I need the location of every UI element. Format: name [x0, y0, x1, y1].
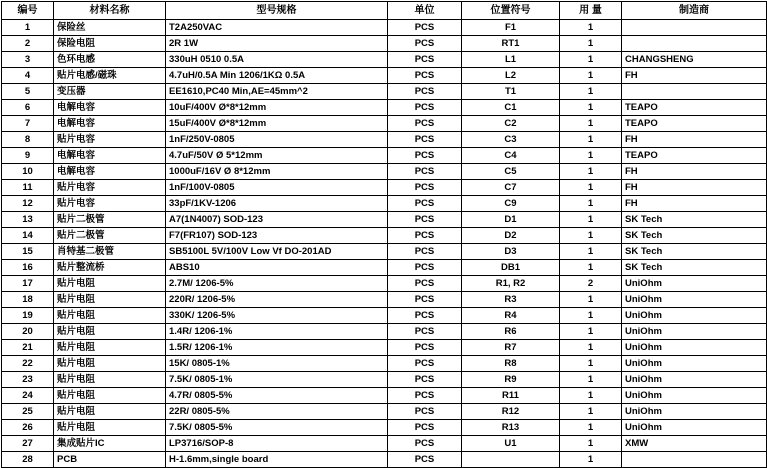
- cell-spec: 7.5K/ 0805-5%: [166, 420, 388, 436]
- cell-unit: PCS: [388, 212, 462, 228]
- cell-pos: C9: [462, 196, 560, 212]
- cell-pos: C5: [462, 164, 560, 180]
- cell-qty: 1: [560, 324, 622, 340]
- cell-qty: 1: [560, 452, 622, 468]
- cell-qty: 1: [560, 52, 622, 68]
- cell-spec: ABS10: [166, 260, 388, 276]
- cell-qty: 1: [560, 132, 622, 148]
- cell-qty: 1: [560, 292, 622, 308]
- cell-unit: PCS: [388, 132, 462, 148]
- table-row: [2, 132, 767, 148]
- cell-pos: C4: [462, 148, 560, 164]
- cell-unit: PCS: [388, 340, 462, 356]
- cell-name: 肖特基二极管: [54, 244, 166, 260]
- table-row: [2, 52, 767, 68]
- cell-name: 贴片电容: [54, 132, 166, 148]
- cell-name: 贴片电阻: [54, 372, 166, 388]
- cell-maker: SK Tech: [622, 212, 767, 228]
- cell-pos: RT1: [462, 36, 560, 52]
- cell-maker: FH: [622, 68, 767, 84]
- cell-name: 贴片电容: [54, 196, 166, 212]
- cell-spec: LP3716/SOP-8: [166, 436, 388, 452]
- cell-spec: 33pF/1KV-1206: [166, 196, 388, 212]
- cell-no: 25: [2, 404, 54, 420]
- cell-pos: U1: [462, 436, 560, 452]
- cell-spec: 1nF/250V-0805: [166, 132, 388, 148]
- cell-unit: PCS: [388, 372, 462, 388]
- cell-no: 12: [2, 196, 54, 212]
- cell-qty: 1: [560, 100, 622, 116]
- cell-name: 贴片电阻: [54, 420, 166, 436]
- cell-pos: L2: [462, 68, 560, 84]
- cell-name: 贴片电阻: [54, 388, 166, 404]
- cell-no: 13: [2, 212, 54, 228]
- cell-name: 集成贴片IC: [54, 436, 166, 452]
- cell-spec: 1.4R/ 1206-1%: [166, 324, 388, 340]
- cell-name: 贴片电阻: [54, 356, 166, 372]
- table-row: [2, 20, 767, 36]
- cell-unit: PCS: [388, 148, 462, 164]
- cell-maker: [622, 452, 767, 468]
- cell-no: 16: [2, 260, 54, 276]
- cell-no: 10: [2, 164, 54, 180]
- cell-pos: D2: [462, 228, 560, 244]
- table-row: [2, 356, 767, 372]
- table-row: [2, 36, 767, 52]
- table-row: [2, 404, 767, 420]
- cell-name: 保险电阻: [54, 36, 166, 52]
- cell-no: 2: [2, 36, 54, 52]
- cell-name: 保险丝: [54, 20, 166, 36]
- column-header-no: 编号: [2, 2, 54, 20]
- column-header-maker: 制造商: [622, 2, 767, 20]
- table-row: [2, 340, 767, 356]
- cell-no: 23: [2, 372, 54, 388]
- table-row: [2, 420, 767, 436]
- cell-unit: PCS: [388, 84, 462, 100]
- cell-maker: UniOhm: [622, 372, 767, 388]
- cell-name: 电解电容: [54, 116, 166, 132]
- cell-pos: R9: [462, 372, 560, 388]
- column-header-pos: 位置符号: [462, 2, 560, 20]
- cell-no: 7: [2, 116, 54, 132]
- cell-pos: R3: [462, 292, 560, 308]
- table-row: [2, 388, 767, 404]
- cell-unit: PCS: [388, 388, 462, 404]
- cell-qty: 1: [560, 36, 622, 52]
- cell-qty: 1: [560, 20, 622, 36]
- cell-unit: PCS: [388, 356, 462, 372]
- cell-name: 贴片电阻: [54, 324, 166, 340]
- cell-spec: 1nF/100V-0805: [166, 180, 388, 196]
- cell-qty: 1: [560, 180, 622, 196]
- column-header-name: 材料名称: [54, 2, 166, 20]
- cell-maker: UniOhm: [622, 340, 767, 356]
- cell-qty: 1: [560, 308, 622, 324]
- cell-no: 21: [2, 340, 54, 356]
- cell-qty: 1: [560, 340, 622, 356]
- table-row: [2, 452, 767, 468]
- cell-spec: T2A250VAC: [166, 20, 388, 36]
- table-row: [2, 276, 767, 292]
- cell-name: 贴片电阻: [54, 292, 166, 308]
- bom-table: [1, 1, 767, 468]
- table-row: [2, 324, 767, 340]
- cell-unit: PCS: [388, 404, 462, 420]
- cell-name: 变压器: [54, 84, 166, 100]
- cell-no: 9: [2, 148, 54, 164]
- cell-qty: 1: [560, 68, 622, 84]
- cell-qty: 1: [560, 388, 622, 404]
- cell-maker: [622, 20, 767, 36]
- table-row: [2, 68, 767, 84]
- cell-maker: UniOhm: [622, 292, 767, 308]
- cell-unit: PCS: [388, 452, 462, 468]
- cell-name: 贴片二极管: [54, 228, 166, 244]
- cell-maker: FH: [622, 180, 767, 196]
- cell-no: 26: [2, 420, 54, 436]
- cell-pos: R6: [462, 324, 560, 340]
- table-row: [2, 164, 767, 180]
- cell-no: 20: [2, 324, 54, 340]
- cell-name: 贴片电感/磁珠: [54, 68, 166, 84]
- cell-spec: 7.5K/ 0805-1%: [166, 372, 388, 388]
- cell-maker: UniOhm: [622, 404, 767, 420]
- cell-no: 5: [2, 84, 54, 100]
- cell-unit: PCS: [388, 228, 462, 244]
- cell-pos: C7: [462, 180, 560, 196]
- cell-maker: UniOhm: [622, 356, 767, 372]
- cell-no: 19: [2, 308, 54, 324]
- cell-maker: UniOhm: [622, 388, 767, 404]
- cell-qty: 1: [560, 196, 622, 212]
- cell-spec: 15uF/400V Ø*8*12mm: [166, 116, 388, 132]
- cell-pos: F1: [462, 20, 560, 36]
- cell-qty: 1: [560, 148, 622, 164]
- cell-qty: 1: [560, 356, 622, 372]
- cell-pos: R8: [462, 356, 560, 372]
- cell-unit: PCS: [388, 52, 462, 68]
- cell-pos: R11: [462, 388, 560, 404]
- cell-unit: PCS: [388, 324, 462, 340]
- cell-unit: PCS: [388, 420, 462, 436]
- cell-qty: 1: [560, 84, 622, 100]
- cell-pos: R13: [462, 420, 560, 436]
- cell-no: 24: [2, 388, 54, 404]
- cell-maker: TEAPO: [622, 100, 767, 116]
- column-header-spec: 型号规格: [166, 2, 388, 20]
- cell-spec: 2R 1W: [166, 36, 388, 52]
- cell-qty: 1: [560, 372, 622, 388]
- cell-no: 14: [2, 228, 54, 244]
- cell-maker: [622, 84, 767, 100]
- cell-spec: 15K/ 0805-1%: [166, 356, 388, 372]
- cell-pos: C2: [462, 116, 560, 132]
- cell-pos: R7: [462, 340, 560, 356]
- cell-unit: PCS: [388, 36, 462, 52]
- cell-maker: FH: [622, 196, 767, 212]
- cell-maker: UniOhm: [622, 308, 767, 324]
- cell-pos: C1: [462, 100, 560, 116]
- cell-maker: TEAPO: [622, 148, 767, 164]
- cell-maker: FH: [622, 164, 767, 180]
- cell-unit: PCS: [388, 260, 462, 276]
- cell-unit: PCS: [388, 116, 462, 132]
- cell-spec: SB5100L 5V/100V Low Vf DO-201AD: [166, 244, 388, 260]
- cell-qty: 1: [560, 164, 622, 180]
- cell-spec: A7(1N4007) SOD-123: [166, 212, 388, 228]
- cell-no: 28: [2, 452, 54, 468]
- cell-name: 贴片电阻: [54, 276, 166, 292]
- cell-name: 贴片二极管: [54, 212, 166, 228]
- table-row: [2, 84, 767, 100]
- cell-qty: 1: [560, 436, 622, 452]
- cell-name: 贴片电阻: [54, 404, 166, 420]
- cell-spec: 330K/ 1206-5%: [166, 308, 388, 324]
- table-row: [2, 212, 767, 228]
- table-row: [2, 148, 767, 164]
- cell-pos: R4: [462, 308, 560, 324]
- table-header: [2, 2, 767, 20]
- cell-pos: DB1: [462, 260, 560, 276]
- cell-pos: R12: [462, 404, 560, 420]
- cell-unit: PCS: [388, 20, 462, 36]
- cell-maker: CHANGSHENG: [622, 52, 767, 68]
- cell-pos: T1: [462, 84, 560, 100]
- cell-unit: PCS: [388, 180, 462, 196]
- cell-qty: 1: [560, 116, 622, 132]
- cell-unit: PCS: [388, 68, 462, 84]
- cell-qty: 1: [560, 244, 622, 260]
- cell-no: 6: [2, 100, 54, 116]
- cell-spec: 4.7uH/0.5A Min 1206/1KΩ 0.5A: [166, 68, 388, 84]
- cell-pos: C3: [462, 132, 560, 148]
- table-row: [2, 292, 767, 308]
- table-row: [2, 100, 767, 116]
- cell-no: 11: [2, 180, 54, 196]
- cell-no: 15: [2, 244, 54, 260]
- cell-spec: 330uH 0510 0.5A: [166, 52, 388, 68]
- cell-spec: 22R/ 0805-5%: [166, 404, 388, 420]
- cell-name: 电解电容: [54, 100, 166, 116]
- cell-spec: 220R/ 1206-5%: [166, 292, 388, 308]
- cell-qty: 2: [560, 276, 622, 292]
- cell-maker: UniOhm: [622, 276, 767, 292]
- cell-maker: SK Tech: [622, 244, 767, 260]
- cell-no: 18: [2, 292, 54, 308]
- cell-name: 电解电容: [54, 148, 166, 164]
- cell-maker: SK Tech: [622, 260, 767, 276]
- cell-unit: PCS: [388, 196, 462, 212]
- table-row: [2, 436, 767, 452]
- cell-name: 贴片整流桥: [54, 260, 166, 276]
- cell-unit: PCS: [388, 436, 462, 452]
- cell-spec: H-1.6mm,single board: [166, 452, 388, 468]
- cell-maker: SK Tech: [622, 228, 767, 244]
- cell-qty: 1: [560, 404, 622, 420]
- cell-pos: R1, R2: [462, 276, 560, 292]
- cell-name: 贴片电阻: [54, 340, 166, 356]
- cell-maker: UniOhm: [622, 324, 767, 340]
- cell-no: 1: [2, 20, 54, 36]
- cell-unit: PCS: [388, 308, 462, 324]
- cell-unit: PCS: [388, 244, 462, 260]
- cell-qty: 1: [560, 212, 622, 228]
- header-row: [2, 2, 767, 20]
- table-row: [2, 180, 767, 196]
- cell-qty: 1: [560, 228, 622, 244]
- cell-no: 27: [2, 436, 54, 452]
- cell-pos: L1: [462, 52, 560, 68]
- cell-pos: D3: [462, 244, 560, 260]
- cell-name: PCB: [54, 452, 166, 468]
- table-row: [2, 244, 767, 260]
- cell-unit: PCS: [388, 276, 462, 292]
- cell-spec: EE1610,PC40 Min,AE=45mm^2: [166, 84, 388, 100]
- cell-spec: 1000uF/16V Ø 8*12mm: [166, 164, 388, 180]
- cell-maker: TEAPO: [622, 116, 767, 132]
- cell-pos: D1: [462, 212, 560, 228]
- cell-spec: F7(FR107) SOD-123: [166, 228, 388, 244]
- table-body: [2, 20, 767, 468]
- cell-maker: UniOhm: [622, 420, 767, 436]
- cell-name: 色环电感: [54, 52, 166, 68]
- table-row: [2, 228, 767, 244]
- cell-spec: 10uF/400V Ø*8*12mm: [166, 100, 388, 116]
- cell-no: 3: [2, 52, 54, 68]
- cell-pos: [462, 452, 560, 468]
- cell-name: 贴片电阻: [54, 308, 166, 324]
- cell-unit: PCS: [388, 100, 462, 116]
- cell-maker: FH: [622, 132, 767, 148]
- column-header-qty: 用 量: [560, 2, 622, 20]
- table-row: [2, 308, 767, 324]
- cell-unit: PCS: [388, 292, 462, 308]
- cell-unit: PCS: [388, 164, 462, 180]
- cell-qty: 1: [560, 420, 622, 436]
- table-row: [2, 260, 767, 276]
- cell-maker: [622, 36, 767, 52]
- cell-qty: 1: [560, 260, 622, 276]
- bom-document: [0, 1, 767, 465]
- cell-no: 22: [2, 356, 54, 372]
- cell-spec: 4.7R/ 0805-5%: [166, 388, 388, 404]
- cell-spec: 2.7M/ 1206-5%: [166, 276, 388, 292]
- column-header-unit: 单位: [388, 2, 462, 20]
- cell-name: 贴片电容: [54, 180, 166, 196]
- cell-spec: 1.5R/ 1206-1%: [166, 340, 388, 356]
- cell-no: 4: [2, 68, 54, 84]
- cell-maker: XMW: [622, 436, 767, 452]
- cell-name: 电解电容: [54, 164, 166, 180]
- table-row: [2, 196, 767, 212]
- cell-spec: 4.7uF/50V Ø 5*12mm: [166, 148, 388, 164]
- cell-no: 17: [2, 276, 54, 292]
- table-row: [2, 372, 767, 388]
- cell-no: 8: [2, 132, 54, 148]
- table-row: [2, 116, 767, 132]
